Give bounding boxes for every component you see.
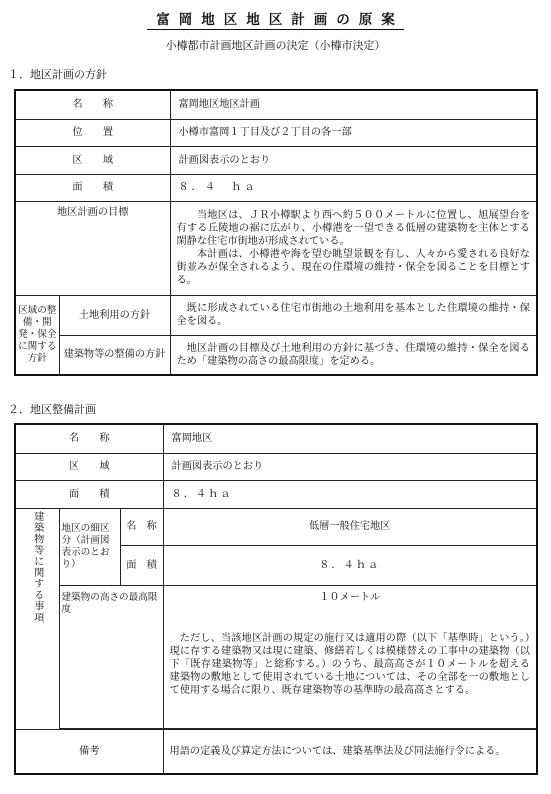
remarks-label: 備考 bbox=[15, 729, 163, 774]
landuse-value: 既に形成されている住宅市街地の土地利用を基本とした住環境の維持・保全を図る。 bbox=[170, 295, 537, 335]
remarks-value: 用語の定義及び算定方法については、建築基準法及び同法施行令による。 bbox=[163, 729, 537, 774]
maintenance-row-area bbox=[15, 453, 537, 480]
section1-heading: １．地区計画の方針 bbox=[8, 68, 107, 81]
size-value: ８．４ ｈａ bbox=[170, 174, 537, 201]
goal-label: 地区計画の目標 bbox=[15, 201, 170, 295]
maintenance-table bbox=[14, 423, 538, 775]
plan-area-label: 区 域 bbox=[15, 453, 163, 480]
building-label: 建築物等の整備の方針 bbox=[59, 335, 170, 375]
name-label: 名 称 bbox=[15, 90, 170, 119]
division-size-label: 面 積 bbox=[120, 545, 163, 585]
section2-heading: ２．地区整備計画 bbox=[8, 403, 96, 416]
plan-name-value: 富岡地区 bbox=[163, 424, 537, 453]
document-title: 富岡地区地区計画の原案 bbox=[0, 8, 551, 28]
policy-group-label: 区域の整備・開発・保全に関する方針 bbox=[15, 295, 59, 375]
maintenance-row-remarks bbox=[15, 729, 537, 774]
area-value: 計画図表示のとおり bbox=[170, 146, 537, 174]
maintenance-row-division-name bbox=[15, 508, 537, 545]
policy-row-goal bbox=[15, 201, 537, 295]
policy-row-area bbox=[15, 146, 537, 174]
location-label: 位 置 bbox=[15, 119, 170, 146]
division-name-label: 名 称 bbox=[120, 508, 163, 545]
height-limit-value: １０メートル bbox=[319, 591, 381, 603]
plan-size-label: 面 積 bbox=[15, 480, 163, 508]
policy-table bbox=[14, 89, 538, 376]
height-limit-label: 建築物の高さの最高限度 bbox=[59, 585, 163, 728]
building-matters-text: 建築物等に関する事項 bbox=[31, 510, 43, 623]
policy-row-location bbox=[15, 119, 537, 146]
policy-row-name bbox=[15, 90, 537, 119]
size-label: 面 積 bbox=[15, 174, 170, 201]
policy-row-size bbox=[15, 174, 537, 201]
policy-row-building bbox=[15, 335, 537, 375]
location-value: 小樽市富岡１丁目及び２丁目の各一部 bbox=[170, 119, 537, 146]
name-value: 富岡地区地区計画 bbox=[170, 90, 537, 119]
landuse-label: 土地利用の方針 bbox=[59, 295, 170, 335]
area-label: 区 域 bbox=[15, 146, 170, 174]
division-name-value: 低層一般住宅地区 bbox=[163, 508, 537, 545]
goal-value bbox=[170, 201, 537, 295]
plan-name-label: 名 称 bbox=[15, 424, 163, 453]
height-limit-note: ただし、当該地区計画の規定の施行又は適用の際（以下「基準時」という。）現に存する建築物又は現に建築、修繕若しくは模様替えの工事中の建築物（以下「既存建築物等」と総称する。）のうち、最高高さが１０メートルを超える建築物の敷地として使用されている土地については、その全部を一の敷地として使用する場合に限り、既存建築物等の基準時の最高高さとする。 bbox=[169, 632, 530, 696]
plan-size-value: ８．４ｈａ bbox=[163, 480, 537, 508]
maintenance-row-name bbox=[15, 424, 537, 453]
maintenance-row-size bbox=[15, 480, 537, 508]
division-label: 地区の細区分（計画図表示のとおり） bbox=[59, 508, 120, 585]
goal-paragraph-1: 当地区は、ＪＲ小樽駅より西へ約５００メートルに位置し、旭展望台を有する丘陵地の裾に広がり、小樽港を一望できる低層の建築物を主体とする閑静な住宅市街地が形成されている。 bbox=[176, 210, 530, 247]
document-subtitle: 小樽都市計画地区計画の決定（小樽市決定） bbox=[165, 39, 386, 52]
building-value: 地区計画の目標及び土地利用の方針に基づき、住環境の維持・保全を図るため「建築物の高さの最高限度」を定める。 bbox=[170, 335, 537, 375]
height-limit-cell bbox=[163, 585, 537, 728]
maintenance-row-height bbox=[15, 585, 537, 728]
goal-paragraph-2: 本計画は、小樽港や海を望む眺望景観を有し、人々から愛される良好な街並みが保全されるよう、現在の住環境の維持・保全を図ることを目標とする。 bbox=[176, 249, 530, 286]
policy-row-landuse bbox=[15, 295, 537, 335]
plan-area-value: 計画図表示のとおり bbox=[163, 453, 537, 480]
division-size-value: ８．４ｈａ bbox=[163, 545, 537, 585]
building-matters-label bbox=[15, 508, 59, 729]
